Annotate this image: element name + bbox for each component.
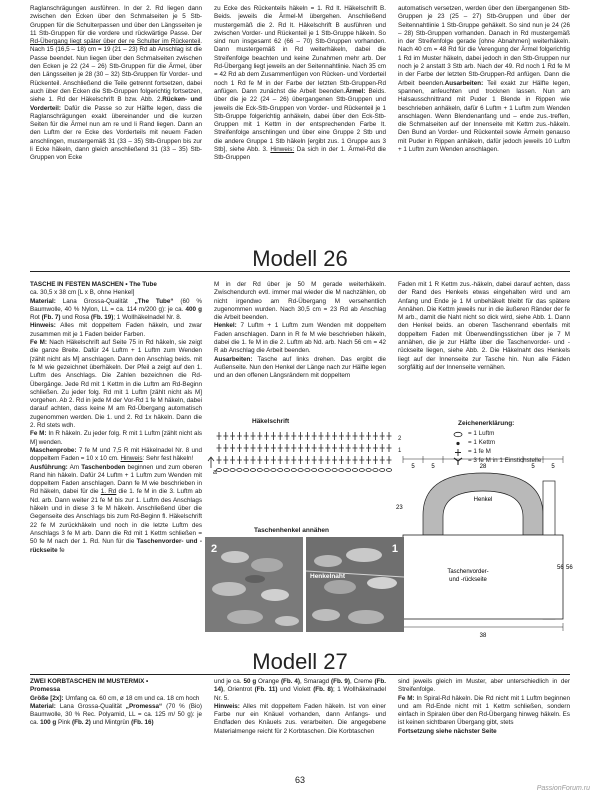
stitch-symbol <box>346 444 351 452</box>
stitch-symbol <box>278 432 283 440</box>
text-run: TASCHE IN FESTEN MASCHEN • The Tube <box>30 281 157 288</box>
model-26-column-c <box>398 281 570 372</box>
text-run: (Fb. 19) <box>90 314 114 322</box>
stitch-symbol <box>359 432 364 440</box>
text-run: Promessa <box>30 686 61 694</box>
stitch-symbol <box>312 444 317 452</box>
text-run: „The Tube“ <box>134 297 174 305</box>
text-run: Am <box>67 463 82 471</box>
photo-handle-sewing-1 <box>306 537 404 632</box>
chain-symbol <box>284 469 289 472</box>
text-run: Lana Grossa-Qualität <box>55 297 135 305</box>
stitch-symbol <box>298 444 303 452</box>
text-run: Tasche auf links drehen. Das ergibt die Außenseite. Nun den Henkel der Länge nach zur Hälfte legen und an den offenen Längsrändern mit doppeltem <box>214 355 386 380</box>
text-run: Rd-Übergang liegt später über der re Schulter im Rückenteil <box>30 38 201 46</box>
text-run: und Mintgrün <box>90 719 132 727</box>
text-run: Lana Grossa-Qualität <box>55 702 126 710</box>
text-run: (60 % Baumwolle, 40 % Nylon, LL = ca. 114 m/200 g): je ca. <box>30 297 202 313</box>
text-run: (Fb. 9) <box>331 678 351 685</box>
text-run: : Sehr fest häkeln! <box>142 455 194 463</box>
handle-top-label: Henkel <box>473 497 493 503</box>
text-run: . Nach 15 (16,5 – 18) cm = 19 (21 – 23) Rd ab Anschlag ist die Passe beendet. Nun liegen über den Schmalseiten zwischen den Ecken je 22 (24 – 26) Stb-Gruppen für die Ärmel, über den Längsseiten je 28 (30 – 32) Stb-Gruppen für Vorder- und Rückenteil. Anschließend die Teile getrennt fortsetzen, dabei auch über den Ecken die Stb-Gruppen folgerichtig fortsetzen, siehe 1. Rd der Häkelschrift B bzw. Abb. 2. <box>30 38 202 104</box>
stitch-symbol <box>278 456 283 464</box>
chain-symbol <box>373 469 378 472</box>
text-run: 100 g <box>40 719 57 727</box>
stitch-symbol <box>380 444 385 452</box>
text-run: Rücken- und Vorderteil: <box>30 96 202 112</box>
chain-symbol <box>237 469 242 472</box>
stitch-symbol <box>291 444 296 452</box>
stitch-symbol <box>298 456 303 464</box>
stitch-symbol <box>264 432 269 440</box>
stitch-symbol <box>271 444 276 452</box>
stitch-symbol <box>366 432 371 440</box>
chart-start-arrow <box>208 457 214 468</box>
dim-label: 5 <box>531 464 535 470</box>
chain-symbol <box>257 469 262 472</box>
chain-symbol <box>346 469 351 472</box>
text-run: ; 1 Wollhäkelnadel Nr. 8. <box>113 314 182 322</box>
dim-label: 56 <box>566 565 573 571</box>
model-27-column-c <box>398 678 570 736</box>
chain-symbol <box>352 469 357 472</box>
text-run: Dafür die Passe so zur Hälfte legen, dass die Raglanschrägungen exakt übereinander und die kurzen Seiten für die Ärmel nun am re und li Rand liegen. Dann an den Luftm der re Ecke des Vorderteils mit neuem Faden anschlingen, mustergemäß 31 (33 – 35) Stb-Gruppen bis zur li Ecke häkeln, dann gleich anschließend 31 (33 – 35) Stb-Gruppen von Ecke <box>30 104 202 162</box>
chain-symbol <box>325 469 330 472</box>
stitch-symbol <box>387 456 392 464</box>
text-run: automatisch versetzen, werden über den übergangenen Stb-Gruppen je 23 (25 – 27) Stb-Gruppen und über der Seitennahtlinie 1 Stb-Gruppe gehäkelt. So sind nun je 24 (26 – 28) Stb-Gruppen vorhanden. Danach in Rd mustergemäß in der Streifenfolge gerade [ohne Abnahmen] weiterhäkeln. Nach 40 cm = 48 Rd für die Verengung der Ärmel folgerichtig 1 Rd im Muster häkeln, dabei jedoch in den Stb-Gruppen nur noch je 2 anstatt 3 Stb arb. Nach der 49. Rd noch 1 Rd fe M in der Farbe der letzten Stb-Gruppen-Rd anfügen. Dann die Arbeit beenden. <box>398 5 570 87</box>
text-run: Taschenvorder- und -rückseite <box>30 538 202 554</box>
stitch-symbol <box>223 456 228 464</box>
stitch-symbol <box>305 456 310 464</box>
text-run: Henkel: <box>214 322 237 330</box>
handle-top-shape <box>423 473 543 535</box>
stitch-symbol <box>251 432 256 440</box>
stitch-symbol <box>319 432 324 440</box>
text-run: Material: <box>30 297 56 305</box>
chain-symbol <box>244 469 249 472</box>
text-run: Ärmel: <box>345 87 366 95</box>
text-run: 7 Luftm + 1 Luftm zum Wenden mit doppeltem Faden anschlagen. Dann in R fe M wie beschrieben häkeln, dabei die 1. fe M in die 2. Luftm ab Nd. arb. Nach 56 cm = 42 R ab Anschlag die Arbeit beenden. <box>214 322 386 355</box>
stitch-symbol <box>230 444 235 452</box>
text-run: Alles mit doppeltem Faden häkeln. Ist von einer Farbe nur ein Knäuel vorhanden, dann Anfangs- und Endfaden des Knäuels zus. verarbeiten. Die angegebene Materialmenge reicht für 2 Korbtaschen. Die Korbtaschen <box>214 702 386 735</box>
text-run: und je ca. <box>214 678 244 685</box>
model-27-column-a <box>30 678 202 728</box>
text-run: , Creme <box>350 678 375 685</box>
dim-label: 28 <box>479 464 487 470</box>
model-27-column-b <box>214 678 386 736</box>
stitch-symbol <box>373 444 378 452</box>
stitch-symbol <box>264 444 269 452</box>
stitch-symbol <box>380 432 385 440</box>
text-run: Hinweis: <box>214 702 240 710</box>
stitch-symbol <box>319 456 324 464</box>
text-run: (Fb. 14) <box>214 678 386 694</box>
chain-symbol <box>278 469 283 472</box>
chain-symbol <box>339 469 344 472</box>
text-run: Pink <box>56 719 73 727</box>
text-run: Alles mit doppeltem Faden häkeln, und zwar zusammen mit je 1 Faden beider Farben. <box>30 322 202 338</box>
stitch-symbol <box>325 432 330 440</box>
stitch-symbol <box>366 456 371 464</box>
chart-row-label: 2 <box>398 436 402 442</box>
text-run: Ausarbeiten: <box>444 79 484 87</box>
dim-label: 38 <box>479 633 487 639</box>
text-run: Ausführung: <box>30 463 68 471</box>
stitch-symbol <box>346 456 351 464</box>
text-run: beginnen und zum oberen Rand hin häkeln. Dafür 24 Luftm + 1 Luftm zum Wenden mit doppeltem Faden anschlagen. Dann fe M wie beschrieben in Rd häkeln, dabei für die <box>30 463 202 496</box>
stitch-symbol <box>291 432 296 440</box>
stitch-symbol <box>251 444 256 452</box>
text-run: zu Ecke des Rückenteils häkeln = 1. Rd lt. Häkelschrift B. Beids. jeweils die Ärmel-M übergehen. Anschließend mustergemäß die 2. Rd lt. Häkelschrift B ausführen und zwischen Vorder- und Rückenteil je 1 Stb-Gruppe häkeln. So sind nun insgesamt 62 (66 – 70) Stb-Gruppen vorhanden. Dann mustergemäß in Rd weiterhäkeln, dabei die Streifenfolge beachten und keine Zunahmen mehr arb. Der Rd-Übergang liegt jeweils an der Seitennahtlinie. Nach 35 cm = 42 Rd ab dem Zusammenfügen von Rücken- und Vorderteil noch 1 Rd fe M in der Farbe der letzten Stb-Gruppen-Rd anfügen. Dann zunächst die Arbeit beenden. <box>214 5 386 95</box>
stitch-symbol <box>278 444 283 452</box>
text-run: ca. 30,5 x 38 cm [L x B, ohne Henkel] <box>30 289 135 297</box>
chain-symbol <box>223 469 228 472</box>
text-run: Fe M: <box>398 694 415 702</box>
slip-stitch-icon <box>452 439 464 448</box>
text-run: (Fb. 16) <box>131 719 154 727</box>
text-run: und Violett <box>277 686 314 694</box>
chain-symbol <box>298 469 303 472</box>
text-run: Hinweis: <box>30 322 56 330</box>
stitch-symbol <box>346 432 351 440</box>
text-run: M in der Rd über je 50 M gerade weiterhäkeln. Zwischendurch evtl. immer mal wieder die M nachzählen, ob nicht irgendwo am Rd-Übergang M versehentlich zugenommen wurden. Nach 30,5 cm = 23 Rd ab Anschlag die Arbeit beenden. <box>214 281 386 322</box>
stitch-symbol <box>244 444 249 452</box>
chain-symbol <box>312 469 317 472</box>
stitch-symbol <box>325 456 330 464</box>
stitch-symbol <box>387 432 392 440</box>
stitch-symbol <box>305 432 310 440</box>
top-column-2 <box>214 5 386 163</box>
text-run: fe <box>57 546 65 554</box>
chart-arrow-label: a <box>213 469 217 476</box>
stitch-symbol <box>325 444 330 452</box>
stitch-symbol <box>251 456 256 464</box>
stitch-symbol <box>305 444 310 452</box>
page-number: 63 <box>294 775 305 785</box>
text-run: Fe M: <box>30 339 47 347</box>
stitch-symbol <box>353 456 358 464</box>
text-run: Material: <box>30 702 56 710</box>
model-26-column-a <box>30 281 202 555</box>
stitch-symbol <box>332 444 337 452</box>
stitch-symbol <box>359 444 364 452</box>
stitch-symbol <box>359 456 364 464</box>
stitch-symbol <box>223 444 228 452</box>
stitch-symbol <box>223 432 228 440</box>
photo-caption: Taschenhenkel annähen <box>254 527 330 534</box>
legend-title: Zeichenerklärung: <box>458 420 515 427</box>
legend-label: = 1 Kettm <box>468 439 496 446</box>
chain-symbol <box>250 469 255 472</box>
stitch-symbol <box>244 456 249 464</box>
stitch-symbol <box>237 444 242 452</box>
text-run: (Fb. 11) <box>254 686 278 694</box>
chain-symbol <box>359 469 364 472</box>
text-run: Hinweis <box>120 455 143 463</box>
stitch-symbol <box>217 444 222 452</box>
stitch-symbol <box>264 456 269 464</box>
text-run: Orange <box>256 678 281 685</box>
text-run: (Fb. 4) <box>280 678 300 685</box>
stitch-symbol <box>353 432 358 440</box>
text-run: Raglanschrägungen ausführen. In der 2. Rd liegen dann zwischen den Ecken über den Schmalseiten je 5 Stb-Gruppen für die Schulterpassen und über den Längsseiten je 11 Stb-Gruppen für die vordere und rückwärtige Passe. Der <box>30 5 202 37</box>
text-run: Umfang ca. 60 cm, ø 18 cm und ca. 18 cm hoch <box>63 694 200 702</box>
legend-label: = 1 Luftm <box>468 430 495 437</box>
stitch-symbol <box>339 444 344 452</box>
text-run: (70 % (Bio) Baumwolle, 30 % Rec. Polyamid, LL = ca. 125 m/ 50 g): je ca. <box>30 702 202 727</box>
crochet-texture-photo <box>205 537 303 632</box>
model-27-title: Modell 27 <box>252 649 348 674</box>
stitch-symbol <box>230 432 235 440</box>
text-run: Hinweis: <box>270 146 295 154</box>
text-run: Größe [2x]: <box>30 694 64 702</box>
dim-label: 23 <box>396 505 403 511</box>
text-run: Beids. über die je 22 (24 – 26) übergangenen Stb-Gruppen und jeweils die Eck-Stb-Gruppen von Vorder- und Rückenteil je 1 Stb-Gruppe folgerichtig anhäkeln, dabei über den Eck-Stb-Gruppen mit 1 Kettm in der entsprechenden Farbe lt. Streifenfolge anschlingen und über eine Gruppe 2 Stb und die andere Gruppe 1 Stb häkeln [ergibt zus. 1 Gruppe aus 3 Stb], siehe Abb. 3. <box>214 87 386 154</box>
text-run: , Orientrot <box>223 686 255 694</box>
chain-symbol <box>216 469 221 472</box>
dim-label: 56 <box>557 565 564 571</box>
legend-label: = 1 fe M <box>468 448 491 455</box>
stitch-symbol <box>230 456 235 464</box>
watermark: PassionForum.ru <box>536 785 590 792</box>
chain-symbol <box>366 469 371 472</box>
stitch-symbol <box>257 432 262 440</box>
text-run: Nach Häkelschrift auf Seite 75 in Rd häkeln, sie zeigt die ganze Breite. Dafür 24 Luftm + 1 Luftm zum Wenden [zählt nicht als M] anschlagen. Dann den Anschlag beids. mit fe M wie gezeichnet überhäkeln. Der Pfeil a zeigt auf den 1. Luftm des Anschlags. Die Zahlen bezeichnen die Rd-Übergänge. Jede Rd mit 1 Kettm in die Luftm am Rd-Beginn schließen. Zu jeder folg. Rd mit 1 Luftm [zählt nicht als M] vorgehen. Ab 2. Rd in jede M der Vor-Rd 1 fe M häkeln, dabei darauf achten, dass keine M am Rd-Übergang automatisch zugenommen werden. Die 1. und 2. Rd 1x häkeln. Dann die 2. Rd stets wdh. <box>30 339 202 430</box>
stitch-symbol <box>373 456 378 464</box>
text-run: die 1. fe M in die 3. Luftm ab Nd. arb. Dann weiter 21 fe M bis zur 1. Luftm des Anschlags häkeln und in diese 3 fe M häkeln. Anschließend über die Gegenseite des Anschlags bis zum Rd-Beginn fl. Häkelschrift 22 fe M zurückhäkeln und noch in die letzte Luftm des Anschlags 3 fe M arb. Dann die Rd mit 1 Kettm schließen = 50 fe M nach der 1. Rd. Nun für die <box>30 488 202 546</box>
stitch-symbol <box>257 456 262 464</box>
stitch-symbol <box>217 432 222 440</box>
text-run: (Fb. 8) <box>313 686 333 694</box>
bag-schematic <box>398 455 573 655</box>
section-divider <box>30 271 570 272</box>
stitch-symbol <box>237 432 242 440</box>
text-run: 50 g <box>243 678 257 685</box>
stitch-symbol <box>285 456 290 464</box>
crochet-chart-title: Häkelschrift <box>252 418 290 425</box>
text-run: Rot <box>30 314 42 322</box>
chain-symbol <box>291 469 296 472</box>
text-run: 400 g <box>185 305 202 313</box>
text-run: In Spiral-Rd häkeln. Die Rd nicht mit 1 Luftm beginnen und am Rd-Ende nicht mit 1 Kettm schließen, sondern einfach in Spiralen über den Rd-Übergang hinweg häkeln. Es ist keinen sichtbaren Übergang gibt, stets <box>398 694 570 727</box>
text-run: und Rosa <box>60 314 91 322</box>
text-run: sind jeweils gleich im Muster, aber unterschiedlich in der Streifenfolge. <box>398 678 570 694</box>
stitch-symbol <box>217 456 222 464</box>
stitch-symbol <box>387 444 392 452</box>
stitch-symbol <box>353 444 358 452</box>
text-run: Fortsetzung siehe nächster Seite <box>398 727 497 735</box>
bag-body-label-1: Taschenvorder- <box>447 569 489 575</box>
text-run: ZWEI KORBTASCHEN IM MUSTERMIX • <box>30 678 149 685</box>
stitch-symbol <box>237 456 242 464</box>
stitch-symbol <box>298 432 303 440</box>
top-column-3 <box>398 5 570 154</box>
stitch-symbol <box>319 444 324 452</box>
photo-handle-sewing-2 <box>205 537 303 632</box>
chain-symbol <box>305 469 310 472</box>
text-run: Teil exakt zur Hälfte legen, spannen, anfeuchten und trocknen lassen. Nun am Halsausschnittrand mit Puder 1 Blende in Rippen wie beschrieben anhäkeln, dafür 6 Luftm + 1 Luftm zum Wenden anschlagen. Wenn Blendenanfang und – ende zus.-treffen, die Schmalseiten auf der Innenseite mit Kettm zus.-häkeln. Den Bund an Vorder- und Rückenteil sowie Ärmeln genauso mit Puder in Rippen anhäkeln, dafür jedoch jeweils 10 Luftm + 1 Luftm zum Wenden anschlagen. <box>398 79 570 154</box>
text-run: , Smaragd <box>299 678 332 685</box>
model-26-column-b <box>214 281 386 381</box>
photo-number-label: 2 <box>211 543 218 555</box>
crochet-texture-photo <box>306 537 404 632</box>
text-run: Maschenprobe: <box>30 446 77 454</box>
bag-body-label-2: und -rückseite <box>449 577 487 583</box>
seam-label: Henkelnaht <box>310 573 346 580</box>
text-run: Da sich in der 1. Ärmel-Rd die Stb-Gruppen <box>214 146 387 162</box>
legend-item <box>452 430 572 439</box>
stitch-symbol <box>291 456 296 464</box>
text-run: 7 fe M und 7,5 R mit Häkelnadel Nr. 8 und doppeltem Faden = 10 x 10 cm. <box>30 446 202 463</box>
stitch-symbol <box>312 456 317 464</box>
stitch-symbol <box>332 456 337 464</box>
stitch-symbol <box>285 444 290 452</box>
text-run: „Promessa“ <box>125 702 163 710</box>
legend-item <box>452 439 572 448</box>
stitch-symbol <box>366 444 371 452</box>
stitch-symbol <box>257 444 262 452</box>
stitch-symbol <box>271 456 276 464</box>
text-run: ; 1 Wollhäkelnadel Nr. 5. <box>214 686 387 702</box>
stitch-symbol <box>339 456 344 464</box>
model-26-title: Modell 26 <box>252 246 348 271</box>
text-run: Taschenboden <box>81 463 126 471</box>
stitch-symbol <box>332 432 337 440</box>
chain-symbol <box>264 469 269 472</box>
stitch-symbol <box>380 456 385 464</box>
text-run: 1. Rd <box>100 488 117 496</box>
chain-symbol <box>386 469 391 472</box>
chain-symbol <box>230 469 235 472</box>
dim-label: 5 <box>411 464 415 470</box>
crochet-chart <box>205 428 405 476</box>
stitch-symbol <box>244 432 249 440</box>
stitch-symbol <box>339 432 344 440</box>
chart-row-label: 1 <box>398 448 402 454</box>
top-column-1 <box>30 5 202 163</box>
chain-symbol <box>318 469 323 472</box>
dim-label: 5 <box>431 464 435 470</box>
section-divider <box>30 674 570 675</box>
chain-symbol <box>271 469 276 472</box>
text-run: Fe M: <box>30 430 47 438</box>
stitch-symbol <box>285 432 290 440</box>
stitch-symbol <box>312 432 317 440</box>
photo-number-label: 1 <box>391 543 398 555</box>
dim-label: 5 <box>551 464 555 470</box>
legend-label: = 3 fe M in 1 Einstichstelle <box>468 457 542 464</box>
stitch-symbol <box>373 432 378 440</box>
text-run: Ausarbeiten: <box>214 355 253 363</box>
text-run: (Fb. 7) <box>41 314 61 322</box>
text-run: (Fb. 2) <box>72 719 91 727</box>
chain-symbol <box>380 469 385 472</box>
stitch-symbol <box>271 432 276 440</box>
chain-stitch-icon <box>452 430 464 439</box>
text-run: Faden mit 1 R Kettm zus.-häkeln, dabei darauf achten, dass der Rand des Henkels etwas eingehalten wird und am Anfang und Ende je 1 M unbehäkelt bleibt für das spätere Annähen. Die Kettm jeweils nur in die äußeren Ränder der fe M arb., damit die Naht nicht so dick wird, siehe Abb. 1. Dann den Henkel beids. an oberen Taschenrand ebenfalls mit doppeltem Faden mit Überwendlingsstichen über je 7 M annähen, die je zur Hälfte über die Taschenvorder- und -rückseite liegen, siehe Abb. 2. Die Häkelnaht des Henkels liegt auf der Innenseite zur Tasche hin. Nun alle Fäden sorgfältig auf der Innenseite vernähen. <box>398 281 570 371</box>
chain-symbol <box>332 469 337 472</box>
text-run: In R häkeln. Zu jeder folg. R mit 1 Luftm [zählt nicht als M] wenden. <box>30 430 202 446</box>
